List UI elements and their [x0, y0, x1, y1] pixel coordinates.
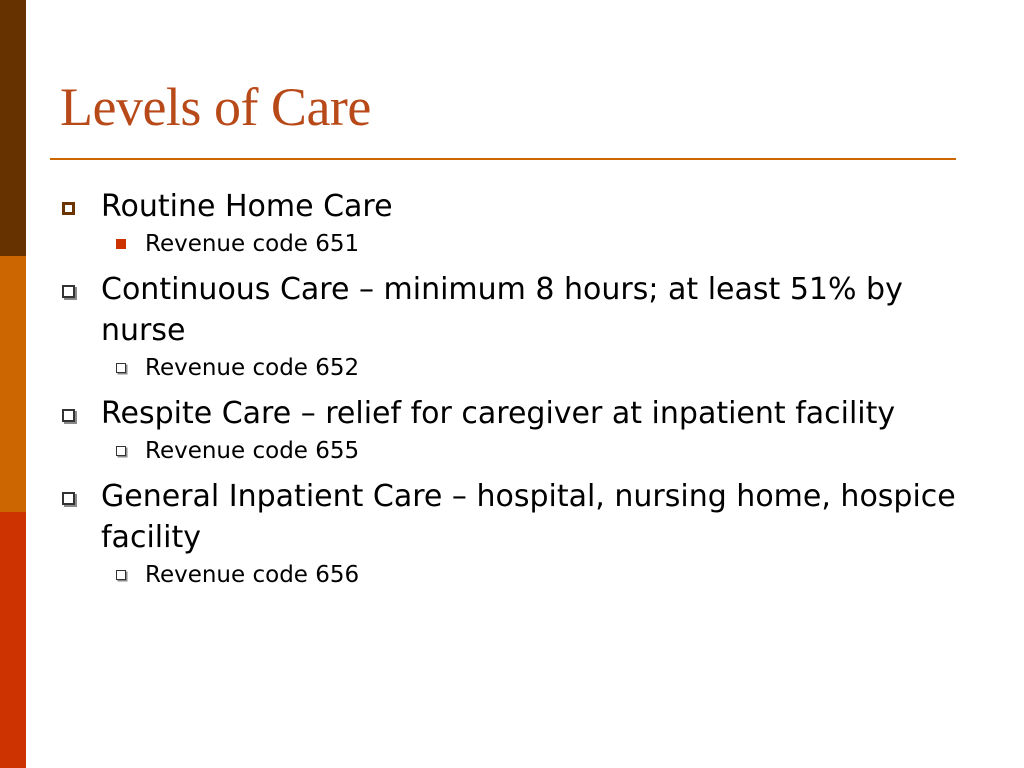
sub-bullet-item [60, 229, 960, 259]
bullet-text: Routine Home Care [101, 189, 393, 224]
bullet-item [60, 393, 960, 434]
bullet-text: General Inpatient Care – hospital, nursing home, hospice facility [101, 479, 956, 555]
hollow-square-icon [116, 446, 126, 456]
title-divider [50, 158, 956, 160]
sub-bullet-text: Revenue code 655 [145, 438, 360, 464]
solid-square-icon [116, 239, 126, 249]
hollow-square-icon [116, 570, 126, 580]
bullet-item [60, 186, 960, 227]
hollow-square-icon [62, 285, 75, 298]
sub-bullet-text: Revenue code 652 [145, 355, 360, 381]
left-stripe-bottom [0, 512, 26, 768]
bullet-text: Continuous Care – minimum 8 hours; at least 51% by nurse [101, 272, 903, 348]
bullet-text: Respite Care – relief for caregiver at inpatient facility [101, 396, 896, 431]
hollow-square-icon [62, 409, 75, 422]
sub-bullet-text: Revenue code 651 [145, 231, 360, 257]
sub-bullet-item [60, 436, 960, 466]
hollow-square-icon [116, 363, 126, 373]
sub-bullet-item [60, 560, 960, 590]
left-stripe-middle [0, 256, 26, 512]
bullet-list [60, 186, 960, 590]
sub-bullet-text: Revenue code 656 [145, 562, 360, 588]
slide-title: Levels of Care [60, 77, 371, 137]
solid-square-icon [62, 202, 75, 215]
bullet-item [60, 476, 960, 558]
hollow-square-icon [62, 492, 75, 505]
sub-bullet-item [60, 353, 960, 383]
bullet-item [60, 269, 960, 351]
left-stripe-top [0, 0, 26, 256]
